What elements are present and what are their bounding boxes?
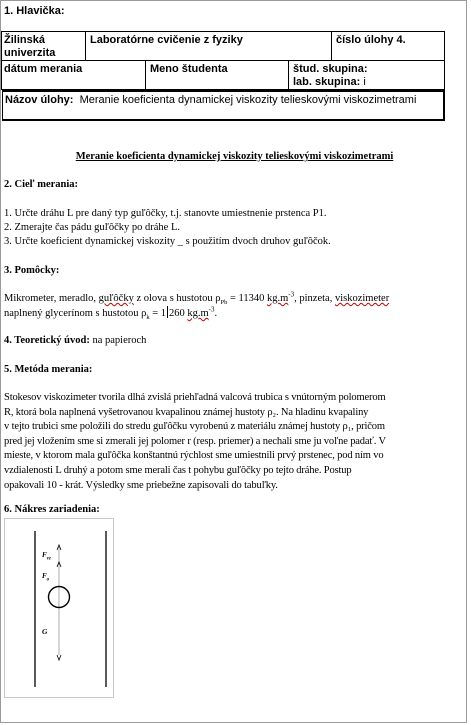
- apparatus-drawing: [4, 518, 114, 698]
- label-buoyant-force: [42, 551, 51, 562]
- unit-exponent: -3: [208, 305, 215, 314]
- label-text: F: [42, 572, 47, 580]
- goal-heading: 2. Cieľ merania:: [4, 179, 79, 190]
- lab-title: Laboratórne cvičenie z fyziky: [90, 34, 243, 46]
- aids-line-2: [4, 306, 217, 322]
- method-line: R, ktorá bola naplnená vyšetrovanou kvapalinou známej hustoty ρ₂. Na hladinu kvapaliny: [4, 406, 369, 418]
- aids-text: z olova s hustotou ρ: [133, 293, 221, 304]
- task-number: číslo úlohy 4.: [336, 34, 406, 46]
- aids-text: 260: [168, 308, 188, 319]
- aids-unit: kg.m: [267, 293, 289, 304]
- gravity-arrow-icon: [57, 655, 61, 660]
- aids-line-1: [4, 292, 389, 307]
- aids-text: .: [214, 308, 218, 319]
- drawing-heading: 6. Nákres zariadenia:: [4, 504, 100, 515]
- method-line: opakovali 10 - krát. Výsledky sme priebežne zapisovali do tabuľky.: [4, 479, 278, 491]
- method-line: mieste, v ktorom mala guľôčka konštantnú rýchlost sme umiestnili prvý prstenec, pod ním vo: [4, 450, 384, 462]
- aids-text: , pinzeta,: [294, 293, 335, 304]
- method-line: pred jej vložením sme si zmerali jej polomer r (resp. priemer) a nechali sme ju voľne padať. V: [4, 435, 386, 447]
- method-paragraph: [4, 391, 466, 493]
- header-cell-lab-title: [85, 31, 332, 61]
- goal-item-1: 1. Určte dráhu L pre daný typ guľôčky, t.j. stanovte umiestnenie prstenca P1.: [4, 208, 327, 219]
- task-name-label: Názov úlohy:: [5, 94, 74, 106]
- date-label: dátum merania: [4, 63, 83, 75]
- header-cell-groups: [288, 60, 445, 90]
- label-drag-force: [42, 572, 50, 583]
- header-cell-student: [145, 60, 289, 90]
- aids-text: Mikrometer, meradlo,: [4, 293, 99, 304]
- aids-balls: guľôčky: [98, 293, 134, 304]
- header-cell-task-name: [2, 90, 445, 121]
- aids-text: naplnený glycerínom s hustotou ρ: [4, 308, 147, 319]
- document-title: Meranie koeficienta dynamickej viskozity telieskovými viskozimetrami: [75, 151, 394, 162]
- lab-group-value: i: [363, 76, 366, 88]
- unit-exponent: -3: [288, 290, 295, 299]
- label-subscript: vz: [46, 556, 51, 562]
- theory-text: na papieroch: [89, 335, 147, 346]
- aids-viscometer: viskozimeter: [334, 293, 390, 304]
- aids-text: = 1: [149, 308, 166, 319]
- student-label: Meno študenta: [150, 63, 228, 75]
- task-name: [5, 94, 435, 107]
- goal-item-2: 2. Zmerajte čas pádu guľôčky po dráhe L.: [4, 222, 180, 233]
- label-subscript: o: [46, 577, 50, 583]
- header-cell-task-number: [331, 31, 445, 61]
- method-line: v tejto trubici sme položili do stredu guľôčku vyrobenú z materiálu známej hustoty ρ₁, pričom: [4, 421, 385, 433]
- density-subscript: k: [146, 314, 150, 322]
- aids-text: = 11340: [227, 293, 267, 304]
- university-name: Žilinská univerzita: [4, 34, 56, 59]
- text-cursor: [167, 306, 168, 318]
- method-line: Stokesov viskozimeter tvorila dlhá zvislá priehľadná valcová trubica s vnútorným polomerom: [4, 392, 386, 403]
- aids-heading: 3. Pomôcky:: [4, 265, 60, 276]
- lab-group: [293, 76, 366, 89]
- study-group-label: štud. skupina:: [293, 63, 368, 75]
- theory-line: [4, 334, 146, 349]
- density-subscript: Pb: [220, 299, 228, 307]
- task-name-value: Meranie koeficienta dynamickej viskozity telieskovými viskozimetrami: [79, 94, 417, 106]
- goal-item-3: 3. Určte koeficient dynamickej viskozity _ s použitím dvoch druhov guľôčok.: [4, 236, 331, 247]
- label-text: F: [42, 551, 47, 559]
- aids-unit: kg.m: [187, 308, 209, 319]
- theory-heading: 4. Teoretický úvod:: [4, 335, 90, 346]
- header-cell-date: [1, 60, 146, 90]
- apparatus-svg: [5, 519, 113, 697]
- method-line: vzdialenosti L druhý a potom sme merali čas t pohybu guľôčky po tejto dráhe. Postup: [4, 464, 352, 476]
- method-heading: 5. Metóda merania:: [4, 364, 93, 375]
- header-section-title: 1. Hlavička:: [4, 5, 65, 17]
- header-cell-university: [1, 31, 86, 61]
- lab-group-label: lab. skupina:: [293, 76, 361, 88]
- label-gravity: G: [42, 627, 48, 636]
